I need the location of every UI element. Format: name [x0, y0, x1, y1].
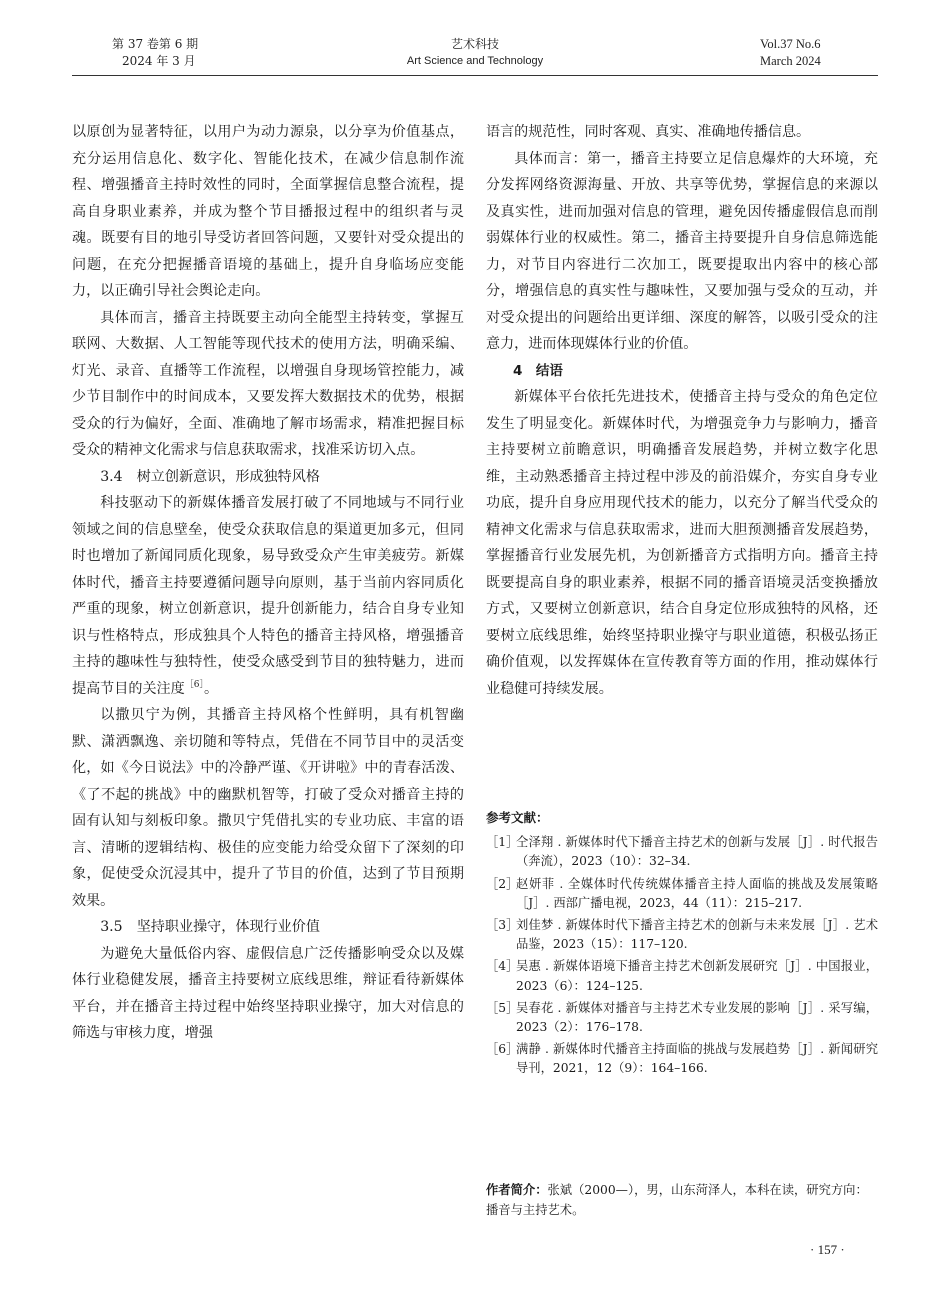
paragraph: 为避免大量低俗内容、虚假信息广泛传播影响受众以及媒体行业稳健发展，播音主持要树立底线思维，辩证看待新媒体平台，并在播音主持过程中始终坚持职业操守，加大对信息的筛选与审核力度，增强: [72, 945, 464, 1041]
reference-item: [486, 875, 878, 913]
references: [486, 808, 878, 1082]
paragraph: 语言的规范性，同时客观、真实、准确地传播信息。: [486, 124, 811, 140]
reference-number: ［1］: [486, 835, 519, 850]
reference-text: 赵妍菲 . 全媒体时代传统媒体播音主持人面临的挑战及发展策略［J］. 西部广播电视，2023，44（11）：215–217.: [516, 876, 878, 910]
reference-item: [486, 1040, 878, 1078]
author-bio: [486, 1180, 878, 1220]
reference-number: ［2］: [486, 876, 519, 891]
journal-title-cn: 艺术科技: [450, 37, 499, 51]
header-right: [760, 36, 860, 70]
journal-title-en: Art Science and Technology: [406, 55, 544, 67]
paragraph: 新媒体平台依托先进技术，使播音主持与受众的角色定位发生了明显变化。新媒体时代，为增强竞争力与影响力，播音主持要树立前瞻意识，明确播音发展趋势，并树立数字化思维，主动熟悉播音主持过程中涉及的前沿媒介，夯实自身专业功底，提升自身应用现代技术的能力，以充分了解当代受众的精神文化需求与信息获取需求，进而大胆预测播音发展趋势，掌握播音行业发展先机，为创新播音方式指明方向。播音主持既要提高自身的职业素养，根据不同的播音语境灵活变换播放方式，又要树立创新意识，结合自身定位形成独特的风格，还要树立底线思维，始终坚持职业操守与职业道德，积极弘扬正确价值观，以发挥媒体在宣传教育等方面的作用，推动媒体行业稳健可持续发展。: [486, 389, 878, 697]
paragraph: 以原创为显著特征，以用户为动力源泉，以分享为价值基点，充分运用信息化、数字化、智能化技术，在减少信息制作流程、增强播音主持时效性的同时，全面掌握信息整合流程，提高自身职业素养，并成为整个节目播报过程中的组织者与灵魂。既要有目的地引导受访者回答问题，又要针对受众提出的问题，在充分把握播音语境的基础上，提升自身临场应变能力，以正确引导社会舆论走向。: [72, 124, 464, 299]
reference-text: 吴惠 . 新媒体语境下播音主持艺术创新发展研究［J］. 中国报业，2023（6）：124–125.: [516, 959, 878, 993]
reference-item: [486, 957, 878, 995]
volume-issue: 第 37 卷第 6 期: [112, 37, 199, 51]
paragraph: [72, 490, 464, 702]
paragraph: 具体而言，播音主持既要主动向全能型主持转变，掌握互联网、大数据、人工智能等现代技术的使用方法，明确采编、灯光、录音、直播等工作流程，以增强自身现场管控能力，减少节目制作中的时间成本，又要发挥大数据技术的优势，根据受众的行为偏好，全面、准确地了解市场需求，精准把握目标受众的精神文化需求与信息获取需求，找准采访切入点。: [72, 309, 464, 458]
section-heading-3-4: 3.4 树立创新意识，形成独特风格: [100, 468, 320, 485]
page-number: · 157 ·: [810, 1242, 845, 1257]
citation-6: ［6］: [184, 679, 204, 690]
publication-date: 2024 年 3 月: [122, 54, 196, 68]
reference-item: [486, 999, 878, 1037]
section-heading-3-5: 3.5 坚持职业操守，体现行业价值: [100, 919, 320, 935]
volume-en: Vol.37 No.6: [760, 37, 821, 51]
date-en: March 2024: [760, 54, 821, 68]
reference-number: ［3］: [486, 918, 519, 933]
paragraph-end: 。: [203, 680, 219, 697]
author-bio-text: 张斌（2000—），男，山东菏泽人，本科在读，研究方向：播音与主持艺术。: [486, 1183, 868, 1217]
reference-text: 吴春花 . 新媒体对播音与主持艺术专业发展的影响［J］. 采写编，2023（2）：176–178.: [516, 1000, 878, 1035]
reference-number: ［6］: [486, 1042, 519, 1057]
references-title: 参考文献：: [486, 810, 549, 825]
reference-number: ［4］: [486, 959, 519, 974]
paragraph-text: 科技驱动下的新媒体播音发展打破了不同地域与不同行业领域之间的信息壁垒，使受众获取信息的渠道更加多元，但同时也增加了新闻同质化现象，易导致受众产生审美疲劳。新媒体时代，播音主持要遵循问题导向原则，基于当前内容同质化严重的现象，树立创新意识，提升创新能力，结合自身专业知识与性格特点，形成独具个人特色的播音主持风格，增强播音主持的趣味性与独特性，使受众感受到节目的独特魅力，进而提高节目的关注度: [72, 495, 464, 697]
paragraph: 以撒贝宁为例，其播音主持风格个性鲜明，具有机智幽默、潇洒飘逸、亲切随和等特点，凭借在不同节目中的灵活变化，如《今日说法》中的冷静严谨、《开讲啦》中的青春活泼、《了不起的挑战》中的幽默机智等，打破了受众对播音主持的固有认知与刻板印象。撒贝宁凭借扎实的专业功底、丰富的语言、清晰的逻辑结构、极佳的应变能力给受众留下了深刻的印象，促使受众沉浸其中，提升了节目的价值，达到了节目预期效果。: [72, 707, 464, 909]
reference-item: [486, 916, 878, 954]
paragraph: 具体而言：第一，播音主持要立足信息爆炸的大环境，充分发挥网络资源海量、开放、共享等优势，掌握信息的来源以及真实性，进而加强对信息的管理，避免因传播虚假信息而削弱媒体行业的权威性。第二，播音主持要提升自身信息筛选能力，对节目内容进行二次加工，既要提取出内容中的核心部分，增强信息的真实性与趣味性，又要加强与受众的互动，并对受众提出的问题给出更详细、深度的解答，以吸引受众的注意力，进而体现媒体行业的价值。: [486, 150, 878, 352]
author-bio-label: 作者简介：: [486, 1183, 548, 1197]
reference-item: [486, 833, 878, 871]
right-column: [486, 119, 878, 702]
reference-text: 刘佳梦 . 新媒体时代下播音主持艺术的创新与未来发展［J］. 艺术品鉴，2023（15）：117–120.: [516, 918, 878, 952]
reference-text: 满静 . 新媒体时代播音主持面临的挑战与发展趋势［J］. 新闻研究导刊，2021，12（9）：164–166.: [516, 1042, 878, 1076]
reference-text: 仝泽翔 . 新媒体时代下播音主持艺术的创新与发展［J］. 时代报告（奔流），2023（10）：32–34.: [516, 835, 878, 869]
reference-number: ［5］: [486, 1000, 519, 1015]
left-column: [72, 119, 464, 1047]
section-heading-4: 4 结语: [513, 362, 563, 379]
header-rule: [72, 75, 878, 76]
